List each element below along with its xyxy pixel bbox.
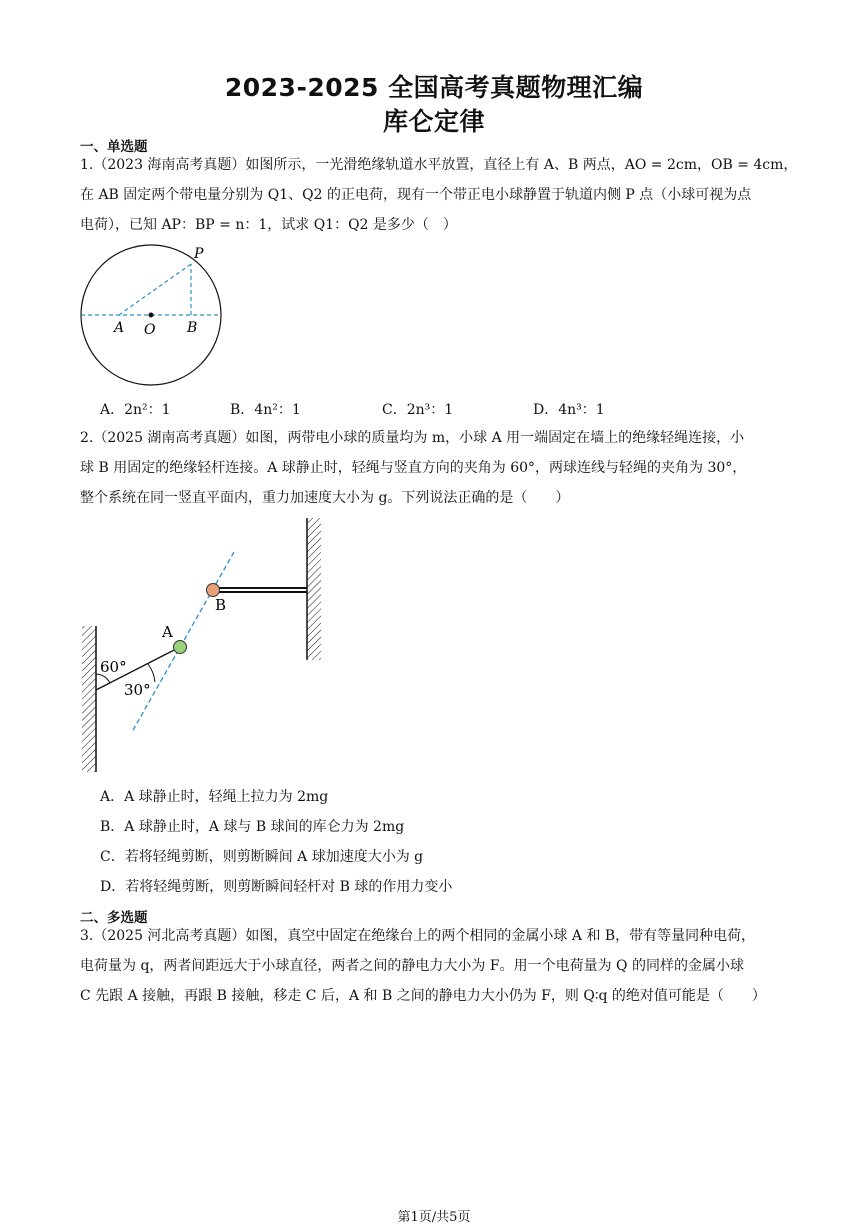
q2-option-d: D．若将轻绳剪断，则剪断瞬间轻杆对 B 球的作用力变小 <box>100 879 453 895</box>
q1-option-c: C．2n³：1 <box>382 402 454 418</box>
right-wall-hatch <box>307 518 321 660</box>
center-point <box>149 313 154 318</box>
page-number: 第1页/共5页 <box>397 1210 471 1225</box>
q3-text-line1: 3.（2025 河北高考真题）如图，真空中固定在绝缘台上的两个相同的金属小球 A 和 B，带有等量同种电荷， <box>80 928 756 944</box>
q2-option-c: C．若将轻绳剪断，则剪断瞬间 A 球加速度大小为 g <box>100 849 424 865</box>
label-O: O <box>144 322 156 338</box>
arc-30 <box>148 664 155 682</box>
q2-wall-figure <box>76 514 326 776</box>
label-B: B <box>187 320 198 336</box>
ball-A <box>174 641 187 654</box>
page-subtitle: 库仑定律 <box>382 107 485 136</box>
left-wall-hatch <box>82 626 96 772</box>
q2-text-line2: 球 B 用固定的绝缘轻杆连接。A 球静止时，轻绳与竖直方向的夹角为 60°，两球连线与轻绳的夹角为 30°， <box>80 460 747 476</box>
label-angle-30: 30° <box>124 681 151 699</box>
q1-option-b: B．4n²：1 <box>230 402 301 418</box>
label-ball-A: A <box>162 623 173 641</box>
label-A: A <box>114 320 125 336</box>
q2-text-line3: 整个系统在同一竖直平面内，重力加速度大小为 g。下列说法正确的是（ ） <box>80 490 570 506</box>
q2-text-line1: 2.（2025 湖南高考真题）如图，两带电小球的质量均为 m，小球 A 用一端固定在墙上的绝缘轻绳连接，小 <box>80 430 745 446</box>
q1-circle-figure <box>74 238 234 388</box>
q3-text-line3: C 先跟 A 接触，再跟 B 接触，移走 C 后，A 和 B 之间的静电力大小仍为 F，则 Q∶q 的绝对值可能是（ ） <box>80 988 766 1004</box>
line-AP <box>119 264 191 315</box>
q2-option-a: A．A 球静止时，轻绳上拉力为 2mg <box>100 789 329 805</box>
label-angle-60: 60° <box>100 658 127 676</box>
label-ball-B: B <box>215 596 227 614</box>
section-multi-choice: 二、多选题 <box>80 910 148 926</box>
q1-text-line1: 1.（2023 海南高考真题）如图所示，一光滑绝缘轨道水平放置，直径上有 A、B 两点，AO = 2cm，OB = 4cm， <box>80 157 798 173</box>
q1-option-d: D．4n³：1 <box>533 402 605 418</box>
q1-option-a: A．2n²：1 <box>100 402 171 418</box>
q1-text-line3: 电荷），已知 AP：BP = n：1，试求 Q1：Q2 是多少（ ） <box>80 217 457 233</box>
ball-B <box>207 584 220 597</box>
q2-option-b: B．A 球静止时，A 球与 B 球间的库仑力为 2mg <box>100 819 405 835</box>
q1-text-line2: 在 AB 固定两个带电量分别为 Q1、Q2 的正电荷，现有一个带正电小球静置于轨道内侧 P 点（小球可视为点 <box>80 187 752 203</box>
page-title: 2023-2025 全国高考真题物理汇编 <box>224 73 644 102</box>
section-single-choice: 一、单选题 <box>80 139 148 155</box>
q3-text-line2: 电荷量为 q，两者间距远大于小球直径，两者之间的静电力大小为 F。用一个电荷量为 Q 的同样的金属小球 <box>80 958 744 974</box>
label-P: P <box>194 246 204 262</box>
